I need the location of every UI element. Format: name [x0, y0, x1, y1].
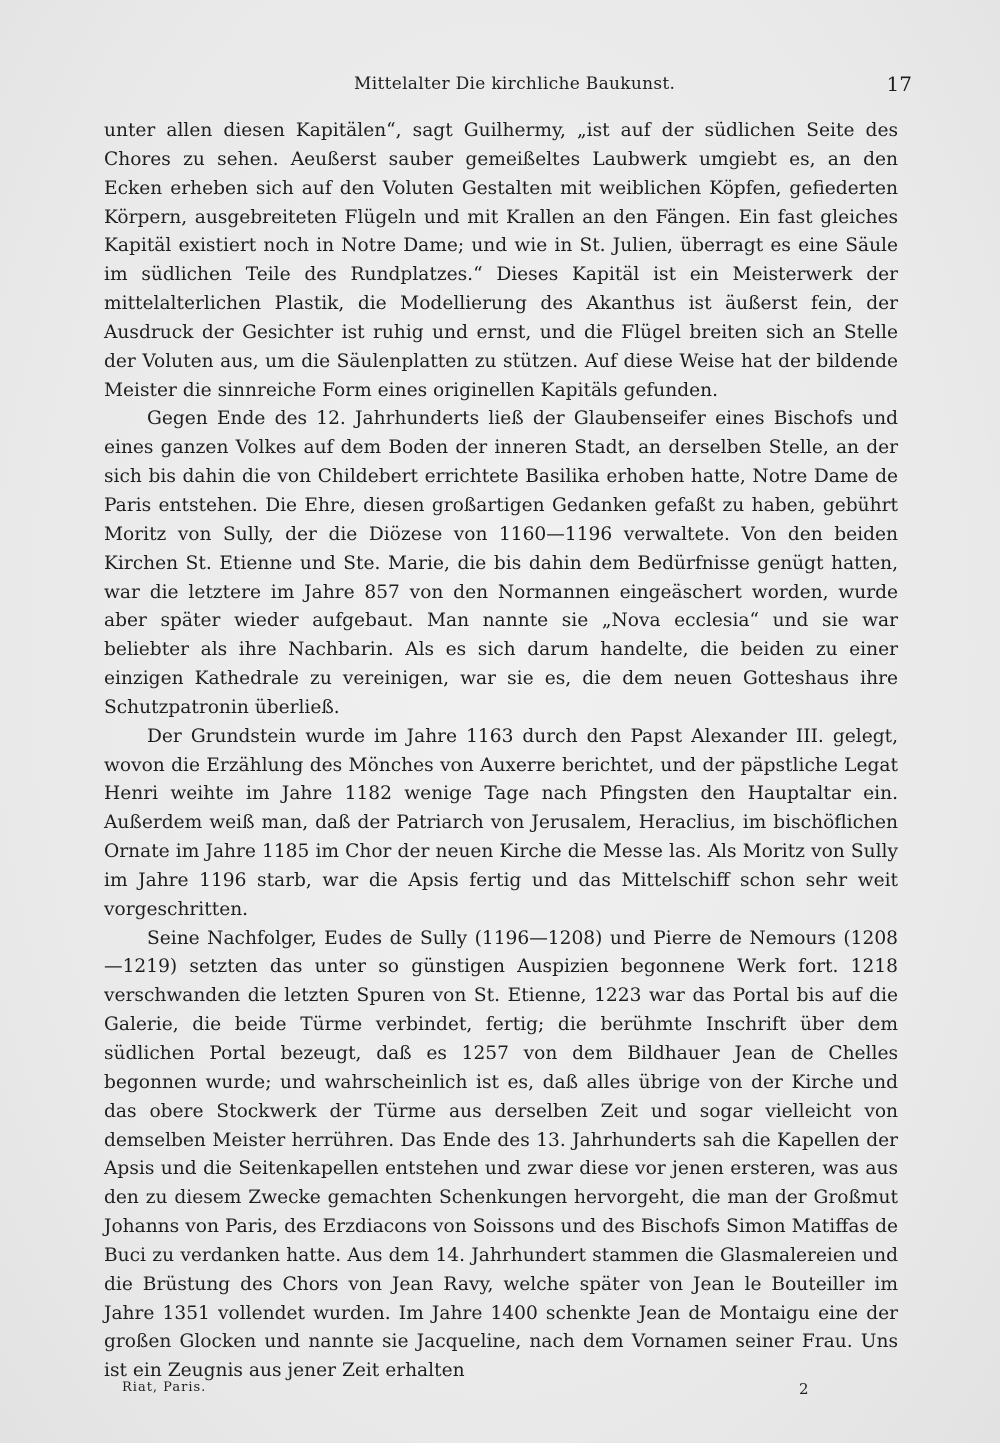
body-text	[104, 117, 898, 1386]
paragraph: Gegen Ende des 12. Jahrhunderts ließ der Glaubenseifer eines Bischofs und eines ganzen Volkes auf dem Boden der inneren Stadt, an derselben Stelle, an der sich bis dahin die von Childebert errichtete Basilika erhoben hatte, Notre Dame de Paris entstehen. Die Ehre, diesen großartigen Gedanken gefaßt zu haben, gebührt Moritz von Sully, der die Diözese von 1160—1196 verwaltete. Von den beiden Kirchen St. Etienne und Ste. Marie, die bis dahin dem Bedürfnisse genügt hatten, war die letztere im Jahre 857 von den Normannen eingeäschert worden, wurde aber später wieder aufgebaut. Man nannte sie „Nova ecclesia“ und sie war beliebter als ihre Nachbarin. Als es sich darum handelte, die beiden zu einer einzigen Kathedrale zu vereinigen, war sie es, die dem neuen Gotteshaus ihre Schutzpatronin überließ.	[104, 408, 898, 718]
printer-imprint: Riat, Paris.	[122, 1380, 207, 1395]
paragraph: Der Grundstein wurde im Jahre 1163 durch den Papst Alexander III. gelegt, wovon die Erzählung des Mönches von Auxerre berichtet, und der päpstliche Legat Henri weihte im Jahre 1182 wenige Tage nach Pfingsten den Hauptaltar ein. Außerdem weiß man, daß der Patriarch von Jerusalem, Heraclius, im bischöflichen Ornate im Jahre 1185 im Chor der neuen Kirche die Messe las. Als Moritz von Sully im Jahre 1196 starb, war die Apsis fertig und das Mittelschiff schon sehr weit vorgeschritten.	[104, 725, 898, 920]
running-head: Mittelalter Die kirchliche Baukunst.	[354, 74, 676, 94]
page-number: 17	[886, 72, 912, 96]
page-header	[104, 70, 912, 100]
page-footer	[104, 1380, 824, 1404]
sheet-signature: 2	[799, 1380, 809, 1398]
paragraph: unter allen diesen Kapitälen“, sagt Guilhermy, „ist auf der südlichen Seite des Chores zu sehen. Aeußerst sauber gemeißeltes Laubwerk umgiebt es, an den Ecken erheben sich auf den Voluten Gestalten mit weiblichen Köpfen, gefiederten Körpern, ausgebreiteten Flügeln und mit Krallen an den Fängen. Ein fast gleiches Kapitäl existiert noch in Notre Dame; und wie in St. Julien, überragt es eine Säule im südlichen Teile des Rundplatzes.“ Dieses Kapitäl ist ein Meisterwerk der mittelalterlichen Plastik, die Modellierung des Akanthus ist äußerst fein, der Ausdruck der Gesichter ist ruhig und ernst, und die Flügel breiten sich an Stelle der Voluten aus, um die Säulenplatten zu stützen. Auf diese Weise hat der bildende Meister die sinnreiche Form eines originellen Kapitäls gefunden.	[104, 120, 898, 401]
paragraph: Seine Nachfolger, Eudes de Sully (1196—1208) und Pierre de Nemours (1208—1219) setzten das unter so günstigen Auspizien begonnene Werk fort. 1218 verschwanden die letzten Spuren von St. Etienne, 1223 war das Portal bis auf die Galerie, die beide Türme verbindet, fertig; die berühmte Inschrift über dem südlichen Portal bezeugt, daß es 1257 von dem Bildhauer Jean de Chelles begonnen wurde; und wahrscheinlich ist es, daß alles übrige von der Kirche und das obere Stockwerk der Türme aus derselben Zeit und sogar vielleicht von demselben Meister herrühren. Das Ende des 13. Jahrhunderts sah die Kapellen der Apsis und die Seitenkapellen entstehen und zwar diese vor jenen ersteren, was aus den zu diesem Zwecke gemachten Schenkungen hervorgeht, die man der Großmut Johanns von Paris, des Erzdiacons von Soissons und des Bischofs Simon Matiffas de Buci zu verdanken hatte. Aus dem 14. Jahrhundert stammen die Glasmalereien und die Brüstung des Chors von Jean Ravy, welche später von Jean le Bouteiller im Jahre 1351 vollendet wurden. Im Jahre 1400 schenkte Jean de Montaigu eine der großen Glocken und nannte sie Jacqueline, nach dem Vornamen seiner Frau. Uns ist ein Zeugnis aus jener Zeit erhalten	[104, 927, 898, 1382]
